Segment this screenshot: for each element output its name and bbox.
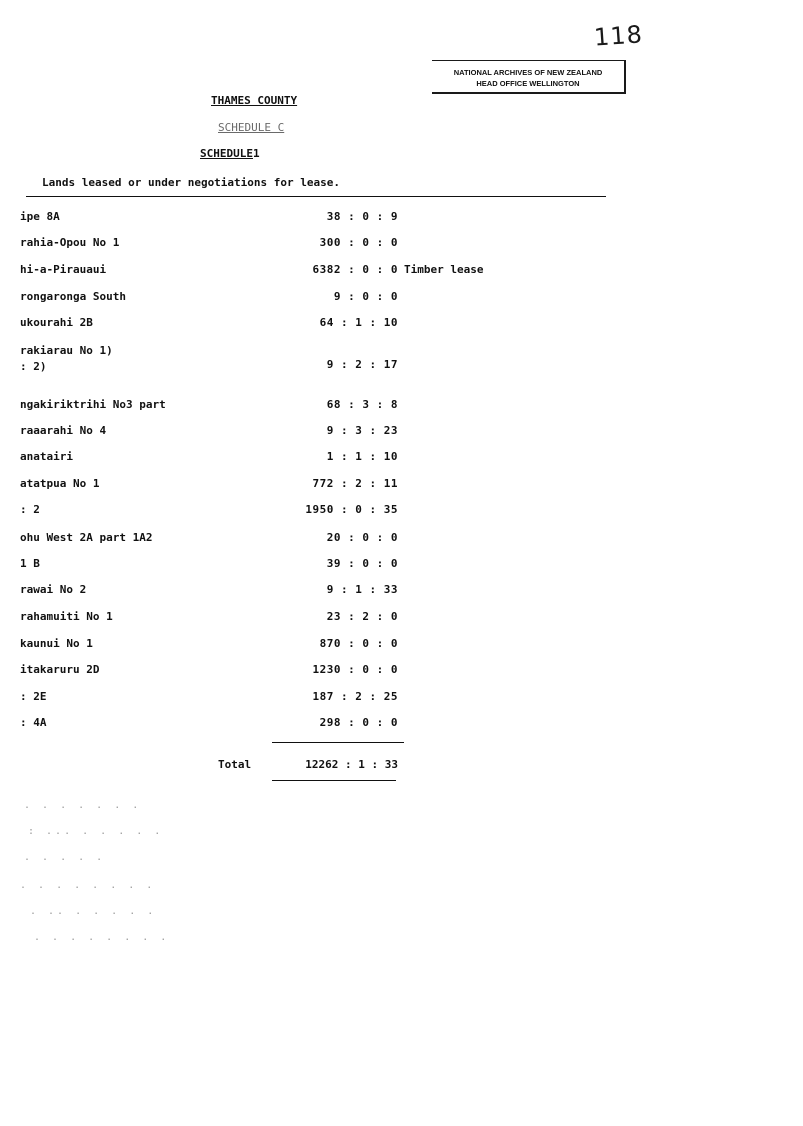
document-subtitle: Lands leased or under negotiations for lease. [42,176,341,189]
block-area: 39 : 0 : 0 [326,557,398,570]
block-area: 68 : 3 : 8 [326,398,398,411]
table-row [0,263,803,279]
block-area: 9 : 2 : 17 [326,358,398,371]
table-row [0,637,803,653]
archives-stamp [432,60,626,94]
block-area: 1950 : 0 : 35 [305,503,398,516]
block-area: 20 : 0 : 0 [326,531,398,544]
block-name: rahamuiti No 1 [20,610,113,623]
block-area: 187 : 2 : 25 [312,690,398,703]
faint-mark: . . . . . . . [24,800,142,811]
block-area: 9 : 1 : 33 [326,583,398,596]
folio-number: 118 [593,20,644,52]
block-name-continuation: : 2) [20,360,47,373]
sum-rule-bottom [272,780,396,781]
block-note: Timber lease [404,263,484,276]
table-row [0,316,803,332]
block-name: ipe 8A [20,210,60,223]
block-name: ohu West 2A part 1A2 [20,531,153,544]
table-row [0,690,803,706]
block-area: 38 : 0 : 9 [326,210,398,223]
schedule-heading-suffix: 1 [252,147,260,160]
block-name: : 2 [20,503,40,516]
block-area: 772 : 2 : 11 [312,477,398,490]
block-name: : 4A [20,716,47,729]
table-row [0,398,803,414]
block-name: anatairi [20,450,73,463]
block-area: 300 : 0 : 0 [319,236,398,249]
block-area: 64 : 1 : 10 [319,316,398,329]
block-name: rawai No 2 [20,583,87,596]
table-row [0,450,803,466]
block-name: itakaruru 2D [20,663,100,676]
faint-mark: : ... . . . . . [28,826,164,837]
schedule-faint-heading: SCHEDULE C [218,121,285,134]
total-label: Total [218,758,252,771]
faint-mark: . . . . . . . . [20,880,156,891]
block-name: kaunui No 1 [20,637,93,650]
faint-mark: . . . . . [24,852,106,863]
table-row [0,503,803,519]
block-area: 9 : 0 : 0 [333,290,398,303]
block-area: 870 : 0 : 0 [319,637,398,650]
table-row [0,557,803,573]
block-area: 1 : 1 : 10 [326,450,398,463]
table-row [0,290,803,306]
faint-mark: . .. . . . . . [30,906,157,917]
stamp-line-1: NATIONAL ARCHIVES OF NEW ZEALAND [453,68,603,77]
block-name: ngakiriktrihi No3 part [20,398,166,411]
faint-mark: . . . . . . . . [34,932,170,943]
schedule-heading-text: SCHEDULE [200,147,253,160]
block-name: atatpua No 1 [20,477,100,490]
block-area: 6382 : 0 : 0 [312,263,398,276]
sum-rule-top [272,742,404,743]
block-name: hi-a-Pirauaui [20,263,107,276]
table-row [0,236,803,252]
block-name: rongaronga South [20,290,126,303]
table-row [0,424,803,440]
county-title: THAMES COUNTY [211,94,298,107]
block-area: 298 : 0 : 0 [319,716,398,729]
table-row [0,531,803,547]
block-name: raaarahi No 4 [20,424,107,437]
table-row [0,663,803,679]
table-row [0,210,803,226]
table-row [0,716,803,732]
table-row [0,477,803,493]
table-row [0,344,803,373]
header-rule [26,196,606,197]
block-name: rakiarau No 1) [20,344,113,357]
total-value: 12262 : 1 : 33 [305,758,398,771]
block-area: 23 : 2 : 0 [326,610,398,623]
block-area: 1230 : 0 : 0 [312,663,398,676]
block-name: ukourahi 2B [20,316,93,329]
table-row [0,583,803,599]
table-row [0,610,803,626]
block-name: rahia-Opou No 1 [20,236,120,249]
stamp-line-2: HEAD OFFICE WELLINGTON [476,79,580,88]
block-area: 9 : 3 : 23 [326,424,398,437]
schedule-heading [200,147,260,160]
block-name: : 2E [20,690,47,703]
block-name: 1 B [20,557,40,570]
